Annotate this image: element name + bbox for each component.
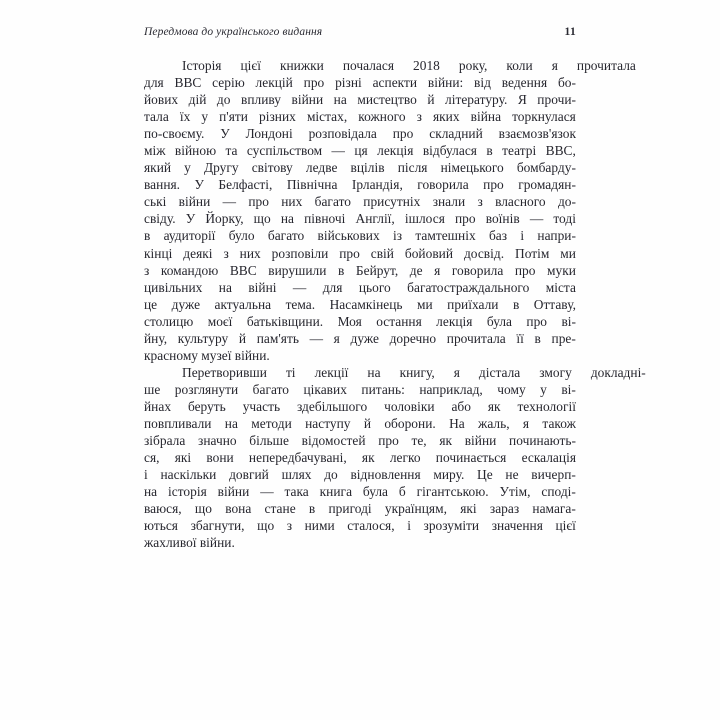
text-line: ваюся, що вона стане в пригоді українцям, які зараз намага- [144,501,576,517]
text-line: свіду. У Йорку, що на півночі Англії, ішлося про воїнів — тоді [144,211,576,227]
text-line: між війною та суспільством — ця лекція відбулася в театрі BBC, [144,143,576,159]
paragraph-2 [144,364,646,552]
text-line: Перетворивши ті лекції на книгу, я дістала змогу докладні- [182,364,646,380]
text-line: і наскільки довгий шлях до відновлення миру. Це не вичерп- [144,467,576,483]
page-number: 11 [564,26,576,38]
running-header [144,26,576,38]
text-line: по-своєму. У Лондоні розповідала про складний взаємозв'язок [144,126,576,142]
text-line: йну, культуру й пам'ять — я дуже доречно прочитала її в пре- [144,330,576,346]
text-line: зібрала значно більше відомостей про те, як війни починають- [144,433,576,449]
text-line: ються збагнути, що з ними сталося, і зрозуміти значення цієї [144,518,576,534]
text-line: цивільних на війні — для цього багатостраждального міста [144,279,576,295]
text-line: столицю моєї батьківщини. Моя остання лекція була про ві- [144,313,576,329]
text-line: на історія війни — така книга була б гігантською. Утім, споді- [144,484,576,500]
text-line: Історія цієї книжки почалася 2018 року, коли я прочитала [182,58,636,73]
text-line: кінці деякі з них розповіли про свій бойовий досвід. Потім ми [144,245,576,261]
text-line: ські війни — про них багато присутніх знали з власного до- [144,194,576,210]
body-text-block [144,57,646,551]
text-line: тала їх у п'яти різних містах, кожного з яких війна торкнулася [144,109,576,125]
text-line: це дуже актуальна тема. Насамкінець ми приїхали в Оттаву, [144,296,576,312]
text-line: з командою BBC вирушили в Бейрут, де я говорила про муки [144,262,576,278]
text-line: йнах беруть участь здебільшого чоловіки або як технології [144,398,576,414]
text-line: ся, які вони непередбачувані, як легко починається ескалація [144,450,576,466]
text-line: в аудиторії було багато військових із тамтешніх баз і напри- [144,228,576,244]
text-line: вання. У Белфасті, Північна Ірландія, говорила про громадян- [144,177,576,193]
text-line: жахливої війни. [144,535,235,551]
text-line: красному музеї війни. [144,347,270,363]
text-line: який у Другу світову ледве вцілів після німецького бомбарду- [144,160,576,176]
text-line: йових дій до впливу війни на мистецтво й літературу. Я прочи- [144,92,576,108]
paragraph-1 [144,57,636,364]
text-line: для BBC серію лекцій про різні аспекти війни: від ведення бо- [144,75,576,91]
text-line: ше розглянути багато цікавих питань: наприклад, чому у ві- [144,381,576,397]
running-header-title: Передмова до українського видання [144,26,323,38]
text-line: повпливали на методи наступу й оборони. На жаль, я також [144,415,576,431]
